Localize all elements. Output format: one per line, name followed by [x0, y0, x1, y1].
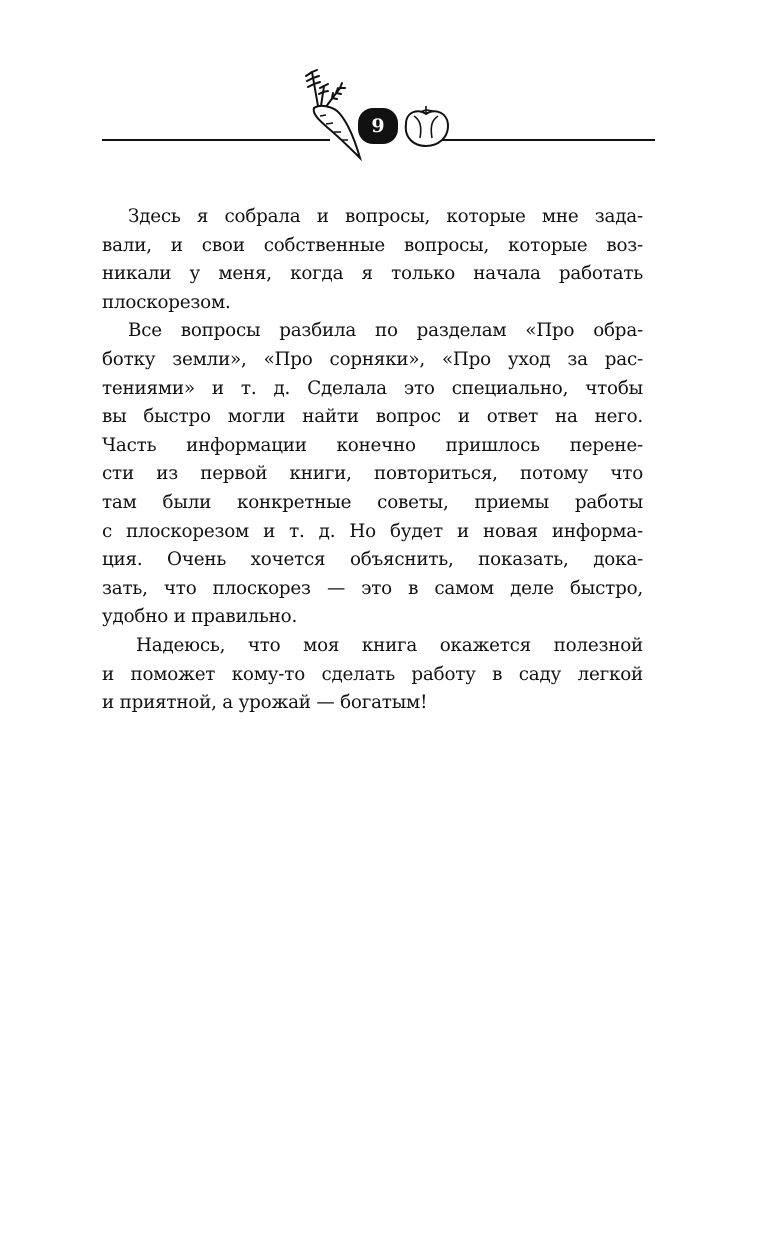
text-line: ция. Очень хочется объяснить, показать, дока-: [102, 549, 643, 571]
text-line: там были конкретные советы, приемы работы: [102, 491, 643, 513]
text-line: и приятной, а урожай — богатым!: [102, 692, 428, 714]
text-line: сти из первой книги, повториться, потому что: [102, 463, 643, 485]
text-line: Часть информации конечно пришлось перене-: [102, 434, 643, 456]
text-line: Надеюсь, что моя книга окажется полезной: [136, 634, 643, 656]
text-line: никали у меня, когда я только начала работать: [102, 263, 643, 285]
paragraph: [102, 632, 643, 718]
paragraph: [102, 203, 643, 317]
text-line: и поможет кому-то сделать работу в саду легкой: [102, 663, 643, 685]
text-line: удобно и правильно.: [102, 606, 298, 628]
text-line: Здесь я собрала и вопросы, которые мне зада-: [128, 206, 643, 227]
text-line: вали, и свои собственные вопросы, которые воз-: [102, 234, 643, 256]
text-line: с плоскорезом и т. д. Но будет и новая информа-: [102, 520, 643, 542]
page-number: 9: [371, 115, 385, 137]
text-line: ботку земли», «Про сорняки», «Про уход за рас-: [102, 348, 643, 370]
text-line: плоскорезом.: [102, 291, 231, 313]
text-line: вы быстро могли найти вопрос и ответ на него.: [102, 406, 643, 428]
text-line: Все вопросы разбила по разделам «Про обра-: [128, 320, 643, 342]
body-text: [102, 203, 643, 718]
text-line: тениями» и т. д. Сделала это специально, чтобы: [102, 377, 643, 399]
header-rule-right: [442, 139, 655, 141]
text-line: зать, что плоскорез — это в самом деле быстро,: [102, 577, 643, 599]
paragraph: [102, 317, 643, 632]
